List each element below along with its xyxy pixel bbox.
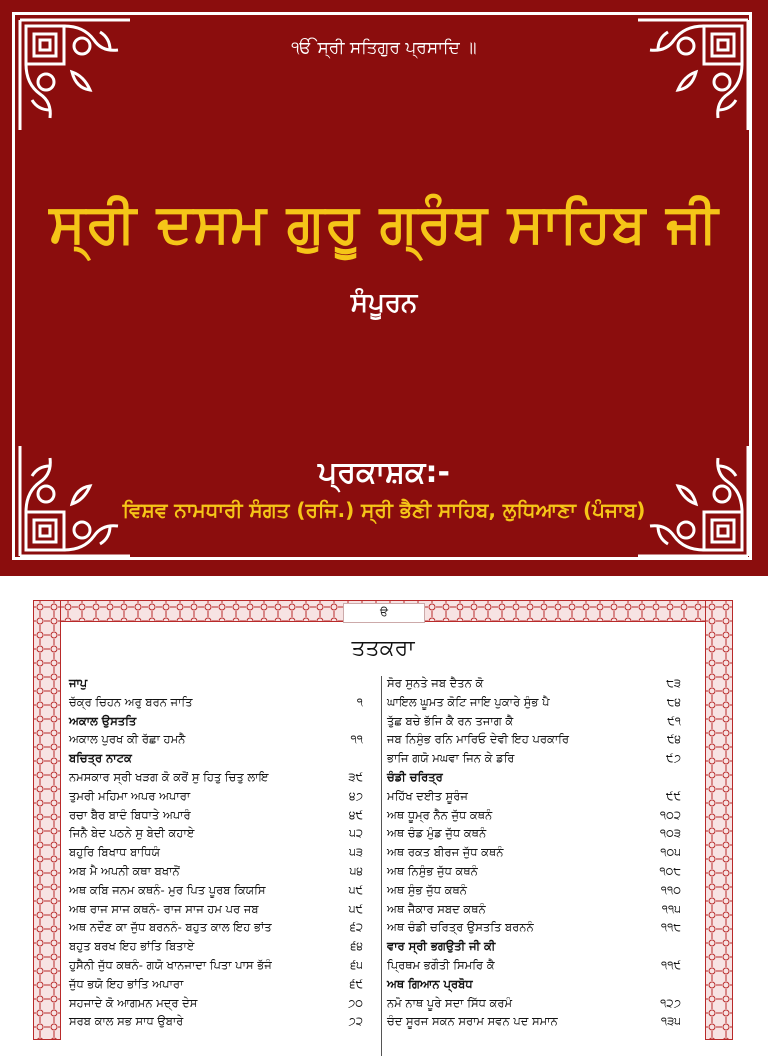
entry-page-number: ੫੪: [349, 863, 363, 878]
entry-title: ਬਚਿਤ੍ਰ ਨਾਟਕ: [69, 751, 132, 766]
mool-mantar: ੴ ਸ੍ਰੀ ਸਤਿਗੁਰ ਪ੍ਰਸਾਦਿ ॥: [291, 38, 477, 58]
entry-page-number: ੬੪: [350, 939, 363, 954]
publisher-label: ਪ੍ਰਕਾਸ਼ਕ:-: [318, 455, 450, 490]
index-section-heading: [387, 937, 687, 956]
entry-page-number: ੧੩੫: [660, 1014, 681, 1029]
entry-title: ਚੰਦ ਸੂਰਜ ਸਕਨ ਸਰਾਮ ਸਵਨ ਪਦ ਸਮਾਨ: [387, 1014, 558, 1029]
index-entry: [69, 881, 369, 900]
index-entry: [69, 956, 369, 975]
index-entry: [69, 918, 369, 937]
entry-page-number: ੬੨: [349, 920, 363, 935]
entry-title: ਜੁੱਧ ਭਯੋ ਇਹ ਭਾਂਤਿ ਅਪਾਰਾ: [69, 976, 184, 991]
entry-page-number: ੧੧੫: [661, 901, 681, 916]
index-column-right: [387, 674, 687, 1031]
index-entry: [69, 768, 369, 787]
entry-page-number: ੪੭: [348, 788, 363, 803]
entry-page-number: ੬੫: [350, 957, 363, 972]
index-entry: [387, 956, 687, 975]
column-divider: [381, 676, 382, 1056]
index-entry: [387, 843, 687, 862]
entry-title: ਭਾਜਿ ਗਯੋ ਮਘਵਾ ਜਿਨ ਕੇ ਡਰਿ: [387, 751, 515, 766]
entry-title: ਜਬ ਨਿਸੁੰਭ ਰਨਿ ਮਾਰਿਓ ਦੇਵੀ ਇਹ ਪਰਕਾਰਿ: [387, 732, 569, 747]
index-page: [33, 600, 733, 1040]
entry-page-number: ੭੨: [348, 1014, 363, 1029]
index-column-left: [69, 674, 369, 1031]
entry-page-number: ੮੩: [666, 676, 681, 690]
book-subtitle: ਸੰਪੂਰਨ: [350, 288, 418, 318]
index-entry: [69, 1012, 369, 1031]
entry-page-number: ੫੨: [349, 826, 363, 841]
index-entry: [69, 824, 369, 843]
ornament-corner-icon: [634, 16, 752, 134]
index-entry: [69, 806, 369, 825]
entry-page-number: ੯੭: [666, 751, 681, 766]
entry-title: ਸਰਬ ਕਾਲ ਸਭ ਸਾਧ ਉਬਾਰੇ: [69, 1014, 184, 1029]
entry-title: ਅਥ ਧੂਮ੍ਰ ਨੈਨ ਜੁੱਧ ਕਥਨੰ: [387, 807, 493, 822]
entry-title: ਚੱਕ੍ਰ ਚਿਹਨ ਅਰੁ ਬਰਨ ਜਾਤਿ: [69, 694, 193, 709]
entry-title: ਹੁਸੈਨੀ ਜੁੱਧ ਕਥਨੰ- ਗਯੋ ਖਾਨਜਾਦਾ ਪਿਤਾ ਪਾਸ ਭੱਜੰ: [69, 957, 272, 972]
index-entry: [387, 918, 687, 937]
entry-page-number: ੫੯: [348, 882, 363, 897]
entry-title: ਅਕਾਲ ਪੁਰਖ ਕੀ ਰੱਛਾ ਹਮਨੈ: [69, 732, 186, 747]
entry-title: ਜਾਪੁ: [69, 676, 88, 690]
entry-page-number: ੧੧: [350, 732, 363, 747]
index-entry: [387, 824, 687, 843]
publisher-name: ਵਿਸ਼ਵ ਨਾਮਧਾਰੀ ਸੰਗਤ (ਰਜਿ.) ਸ੍ਰੀ ਭੈਣੀ ਸਾਹਿਬ, ਲੁਧਿਆਣਾ (ਪੰਜਾਬ): [122, 498, 646, 522]
index-entry: [387, 787, 687, 806]
entry-title: ਵਾਰ ਸ੍ਰੀ ਭਗਉਤੀ ਜੀ ਕੀ: [387, 939, 496, 954]
index-entry: [69, 787, 369, 806]
entry-page-number: ੧੨੭: [660, 995, 681, 1010]
index-section-heading: [387, 975, 687, 994]
index-entry: [69, 937, 369, 956]
index-entry: [387, 730, 687, 749]
index-content: [63, 624, 703, 1044]
entry-page-number: ੧: [356, 694, 363, 709]
index-section-heading: [69, 674, 369, 693]
entry-page-number: ੧੦੩: [659, 826, 681, 841]
page-number: ੳ: [343, 603, 425, 623]
index-entry: [387, 806, 687, 825]
index-entry: [387, 994, 687, 1013]
index-entry: [387, 674, 687, 693]
entry-title: ਅਥ ਕਬਿ ਜਨਮ ਕਥਨੰ- ਮੁਰ ਪਿਤ ਪੂਰਬ ਕਿਯਸਿ: [69, 882, 266, 897]
index-entry: [387, 693, 687, 712]
entry-title: ਤੁਮਰੀ ਮਹਿਮਾ ਅਪਰ ਅਪਾਰਾ: [69, 788, 191, 803]
index-entry: [69, 730, 369, 749]
entry-page-number: ੯੪: [666, 732, 681, 747]
entry-title: ਅਥ ਚੰਡੀ ਚਰਿਤ੍ਰ ਉਸਤਤਿ ਬਰਨਨੰ: [387, 920, 534, 935]
index-entry: [387, 712, 687, 731]
index-entry: [387, 900, 687, 919]
entry-title: ਜਿਨੈ ਬੇਦ ਪਠਨੇ ਸੁ ਬੇਦੀ ਕਹਾਏ: [69, 826, 195, 841]
entry-title: ਮਹਿੱਖ ਦਈਤ ਸੂਰੰਜ: [387, 788, 468, 803]
index-entry: [387, 862, 687, 881]
entry-page-number: ੭੦: [347, 995, 363, 1010]
entry-title: ਸਹਜਾਦੇ ਕੋ ਆਗਮਨ ਮਦ੍ਰ ਦੇਸ: [69, 995, 198, 1010]
entry-title: ਚੰਡੀ ਚਰਿਤ੍ਰ: [387, 769, 443, 784]
floral-border-icon: [705, 600, 733, 1040]
index-entry: [69, 975, 369, 994]
entry-page-number: ੧੧੦: [660, 882, 681, 897]
entry-page-number: ੧੧੯: [660, 957, 681, 972]
index-entry: [69, 994, 369, 1013]
entry-page-number: ੯੯: [665, 788, 681, 803]
index-entry: [387, 1012, 687, 1031]
entry-title: ਰਚਾ ਬੈਰ ਬਾਦੰ ਬਿਧਾਤੇ ਅਪਾਰੰ: [69, 807, 191, 822]
entry-title: ਬਹੁਰਿ ਬਿਖਾਧ ਬਾਧਿਯੰ: [69, 845, 160, 860]
entry-title: ਅਥ ਚੰਡ ਮੁੰਡ ਜੁੱਧ ਕਥਨੰ: [387, 826, 487, 841]
entry-page-number: ੫੩: [349, 845, 363, 860]
entry-page-number: ੩੯: [348, 769, 363, 784]
index-section-heading: [387, 768, 687, 787]
entry-page-number: ੧੧੮: [660, 920, 681, 935]
index-section-heading: [69, 749, 369, 768]
entry-title: ਪ੍ਰਿਥਮ ਭਗੌਤੀ ਸਿਮਰਿ ਕੈ: [387, 957, 495, 972]
index-entry: [69, 693, 369, 712]
entry-title: ਨਮੋ ਨਾਥ ਪੂਰੇ ਸਦਾ ਸਿੱਧ ਕਰਮੰ: [387, 995, 513, 1010]
entry-page-number: ੯੧: [667, 713, 681, 728]
entry-page-number: ੧੦੮: [659, 863, 681, 878]
index-entry: [69, 900, 369, 919]
entry-page-number: ੧੦੨: [659, 807, 681, 822]
book-title: ਸ੍ਰੀ ਦਸਮ ਗੁਰੂ ਗ੍ਰੰਥ ਸਾਹਿਬ ਜੀ: [49, 192, 719, 255]
entry-title: ਸੋਰ ਸੁਨਤੇ ਜਬ ਦੈਤਨ ਕੋ: [387, 676, 484, 690]
entry-title: ਘਾਇਲ ਘੂਮਤ ਕੋਟਿ ਜਾਇ ਪੁਕਾਰੇ ਸੁੰਭ ਪੈ: [387, 694, 550, 709]
index-section-heading: [69, 712, 369, 731]
entry-title: ਨਮਸਕਾਰ ਸ੍ਰੀ ਖੜਗ ਕੋ ਕਰੋਂ ਸੁ ਹਿਤੁ ਚਿਤੁ ਲਾਇ: [69, 769, 269, 784]
entry-title: ਅਬ ਮੈ ਅਪਨੀ ਕਥਾ ਬਖਾਨੋਂ: [69, 863, 180, 878]
index-entry: [387, 749, 687, 768]
index-entry: [387, 881, 687, 900]
entry-title: ਤੁੱਛ ਬਚੇ ਭੱਜਿ ਕੈ ਰਨ ਤਜਾਗ ਕੈ: [387, 713, 514, 728]
index-entry: [69, 862, 369, 881]
entry-title: ਅਥ ਗਿਆਨ ਪ੍ਰਬੋਧ: [387, 976, 473, 991]
entry-title: ਅਥ ਰਕਤ ਬੀਰਜ ਜੁੱਧ ਕਥਨੰ: [387, 845, 504, 860]
entry-title: ਅਥ ਜੈਕਾਰ ਸਬਦ ਕਥਨੰ: [387, 901, 486, 916]
ornament-corner-icon: [16, 16, 134, 134]
entry-title: ਅਕਾਲ ਉਸਤਤਿ: [69, 713, 137, 728]
entry-page-number: ੮੪: [666, 694, 681, 709]
entry-title: ਬਹੁਤ ਬਰਖ ਇਹ ਭਾਂਤਿ ਬਿਤਾਏ: [69, 939, 195, 954]
entry-title: ਅਥ ਨਦੌਣ ਕਾ ਜੁੱਧ ਬਰਨਨੰ- ਬਹੁਤ ਕਾਲ ਇਹ ਭਾਂਤ: [69, 920, 272, 935]
index-title: ਤਤਕਰਾ: [351, 636, 415, 661]
entry-page-number: ੪੯: [348, 807, 363, 822]
entry-page-number: ੧੦੫: [660, 845, 681, 860]
entry-title: ਅਥ ਰਾਜ ਸਾਜ ਕਥਨੰ- ਰਾਜ ਸਾਜ ਹਮ ਪਰ ਜਬ: [69, 901, 259, 916]
entry-title: ਅਥ ਨਿਸੁੰਭ ਜੁੱਧ ਕਥਨੰ: [387, 863, 478, 878]
entry-page-number: ੬੯: [349, 976, 363, 991]
entry-title: ਅਥ ਸੁੰਭ ਜੁੱਧ ਕਥਨੰ: [387, 882, 467, 897]
entry-page-number: ੫੯: [348, 901, 363, 916]
index-entry: [69, 843, 369, 862]
floral-border-icon: [33, 600, 61, 1040]
